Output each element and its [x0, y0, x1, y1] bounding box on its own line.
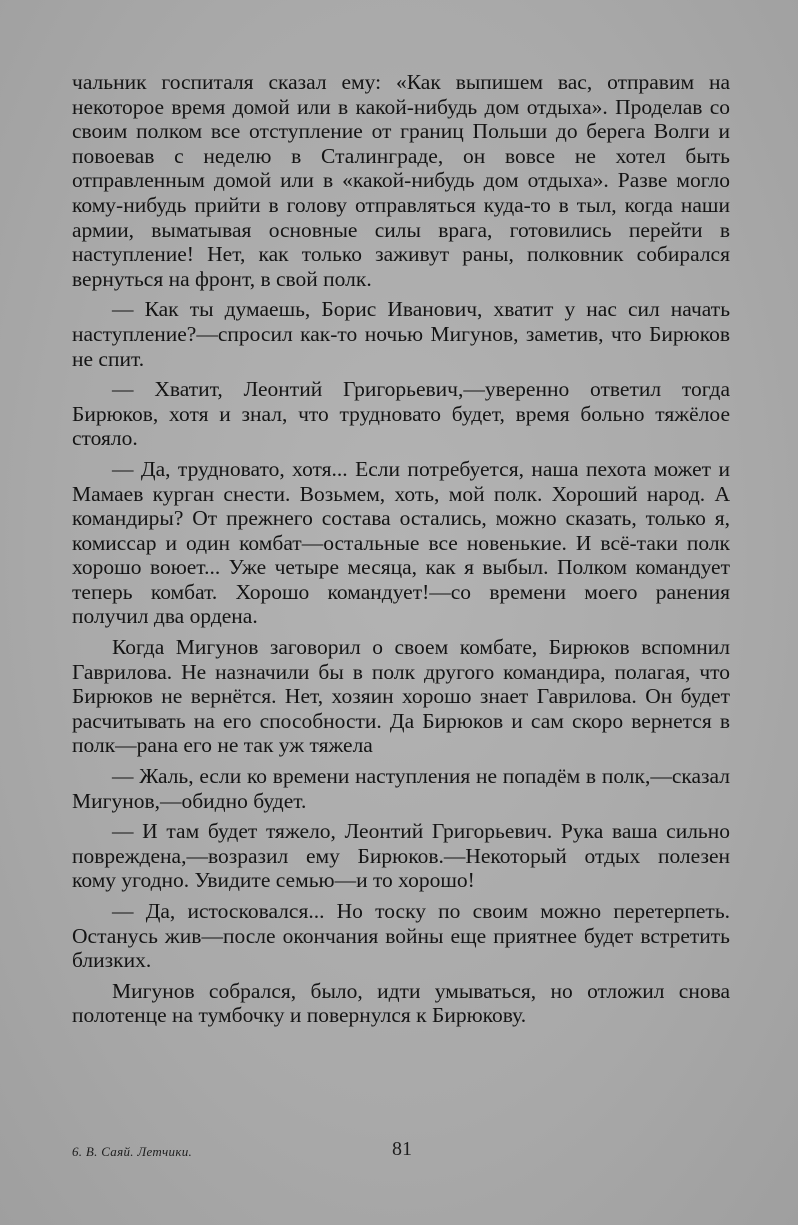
paragraph: — Как ты думаешь, Борис Иванович, хватит у нас сил начать наступление?—спросил как-то ночью Мигунов, заметив, что Бирюков не спит.	[72, 297, 730, 371]
paragraph: — Хватит, Леонтий Григорьевич,—уверенно ответил тогда Бирюков, хотя и знал, что трудновато будет, время больно тяжёлое стояло.	[72, 377, 730, 451]
paragraph: чальник госпиталя сказал ему: «Как выпишем вас, отправим на некоторое время домой или в какой-нибудь дом отдыха». Проделав со своим полком все отступление от границ Польши до берега Волги и повоевав с неделю в Сталинграде, он вовсе не хотел быть отправленным домой или в «какой-нибудь дом отдыха». Разве могло кому-нибудь прийти в голову отправляться куда-то в тыл, когда наши армии, выматывая основные силы врага, готовились перейти в наступление! Нет, как только заживут раны, полковник собирался вернуться на фронт, в свой полк.	[72, 70, 730, 291]
body-text	[72, 70, 730, 1034]
page-footer	[72, 1138, 730, 1162]
page-number: 81	[392, 1138, 412, 1160]
printer-signature: 6. В. Саяй. Летчики.	[72, 1144, 193, 1159]
paragraph: — И там будет тяжело, Леонтий Григорьевич. Рука ваша сильно повреждена,—возразил ему Бирюков.—Некоторый отдых полезен кому угодно. Увидите семью—и то хорошо!	[72, 819, 730, 893]
paragraph: — Да, трудновато, хотя... Если потребуется, наша пехота может и Мамаев курган снести. Возьмем, хоть, мой полк. Хороший народ. А командиры? От прежнего состава остались, можно сказать, только я, комиссар и один комбат—остальные все новенькие. И всё-таки полк хорошо воюет... Уже четыре месяца, как я выбыл. Полком командует теперь комбат. Хорошо командует!—со времени моего ранения получил два ордена.	[72, 456, 730, 629]
paragraph: Когда Мигунов заговорил о своем комбате, Бирюков вспомнил Гаврилова. Не назначили бы в полк другого командира, полагая, что Бирюков не вернётся. Нет, хозяин хорошо знает Гаврилова. Он будет расчитывать на его способности. Да Бирюков и сам скоро вернется в полк—рана его не так уж тяжела	[72, 635, 730, 758]
paragraph: — Жаль, если ко времени наступления не попадём в полк,—сказал Мигунов,—обидно будет.	[72, 764, 730, 813]
paragraph: Мигунов собрался, было, идти умываться, но отложил снова полотенце на тумбочку и повернулся к Бирюкову.	[72, 978, 730, 1028]
paragraph: — Да, истосковался... Но тоску по своим можно перетерпеть. Останусь жив—после окончания войны еще приятнее будет встретить близких.	[72, 899, 730, 973]
